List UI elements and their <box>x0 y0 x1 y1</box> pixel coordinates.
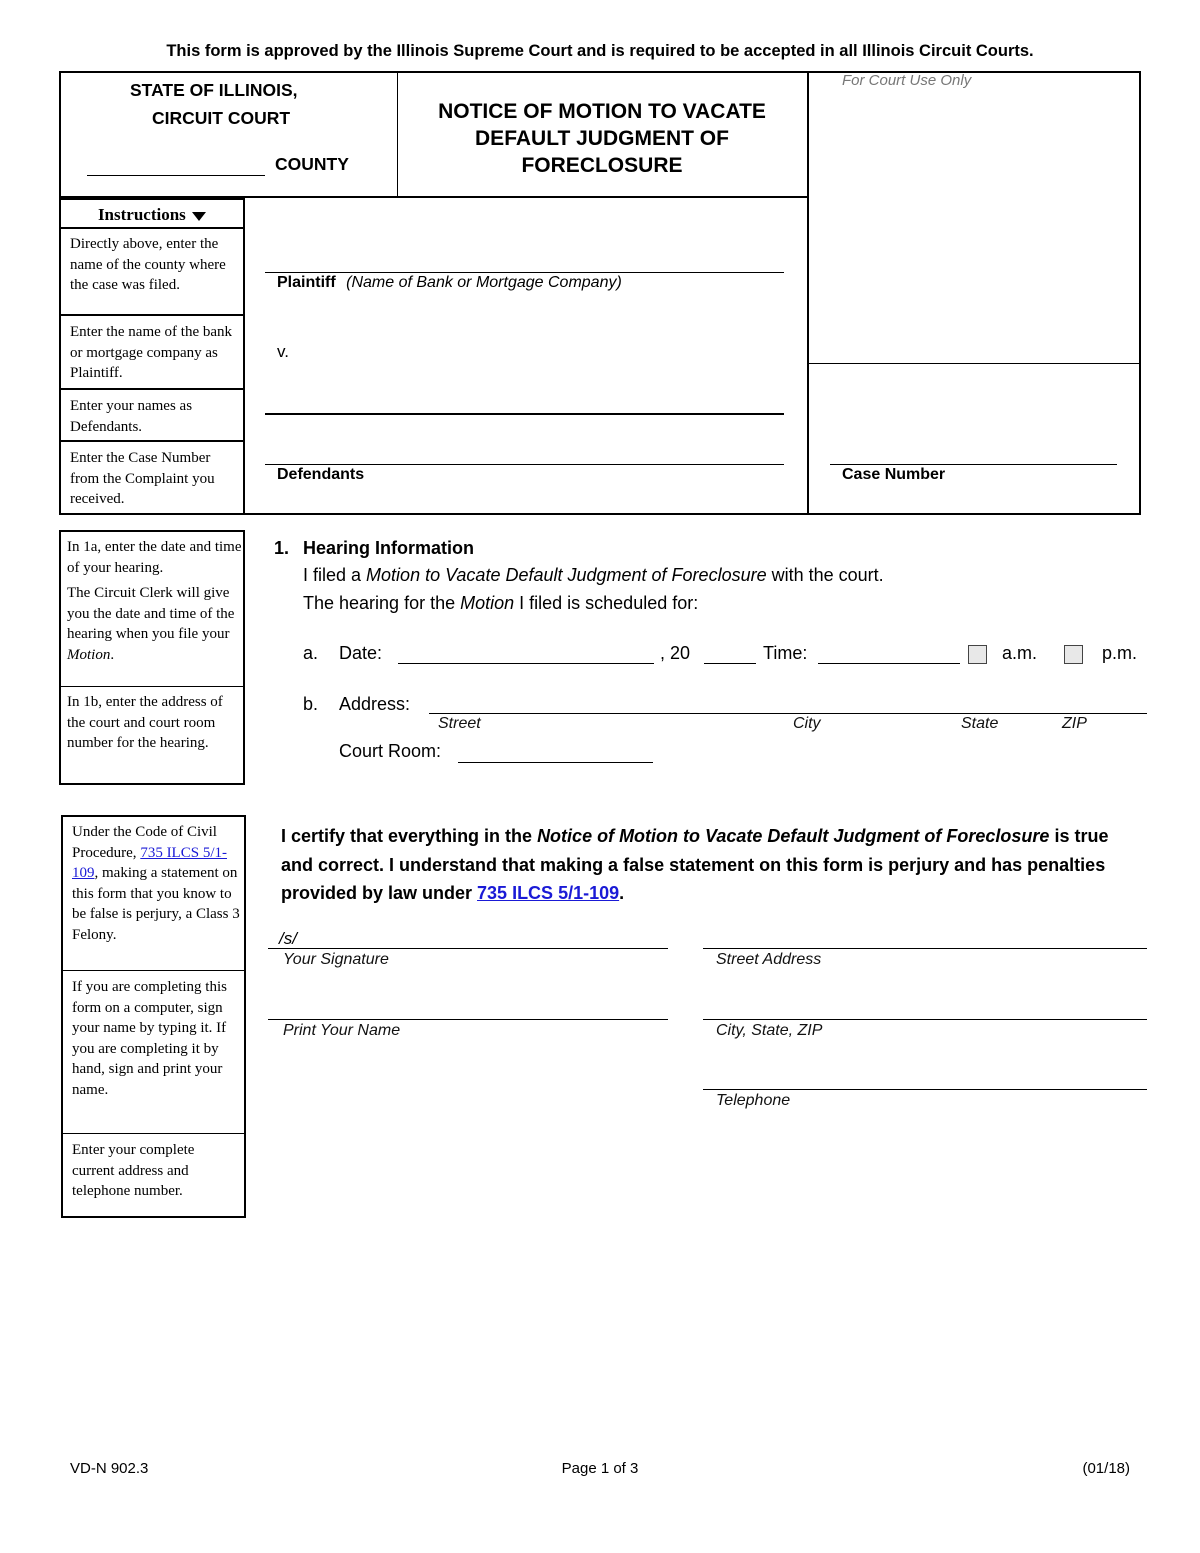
year-input-line[interactable] <box>704 663 756 664</box>
circuit-court-label: CIRCUIT COURT <box>152 108 291 128</box>
hearing-instruction-clerk-text: The Circuit Clerk will give you the date and time of the hearing when you file your <box>67 585 235 642</box>
plaintiff-input-line[interactable] <box>265 272 784 273</box>
footer-revision: (01/18) <box>1082 1460 1130 1477</box>
state-label: STATE OF ILLINOIS, <box>130 80 298 100</box>
court-room-label: Court Room: <box>339 741 442 761</box>
pm-checkbox[interactable] <box>1064 645 1083 664</box>
instruction-county: Directly above, enter the name of the county where the case was filed. <box>70 236 226 293</box>
footer-form-id: VD-N 902.3 <box>70 1460 149 1477</box>
hearing-line-1-motion: Motion to Vacate Default Judgment of Foreclosure <box>366 565 767 585</box>
street-address-label: Street Address <box>716 951 822 968</box>
hearing-line-1-a: I filed a <box>303 565 367 585</box>
approval-banner: This form is approved by the Illinois Supreme Court and is required to be accepted in all Illinois Circuit Courts. <box>166 42 1034 60</box>
signature-input-line[interactable] <box>268 948 668 949</box>
item-b-letter: b. <box>303 694 319 714</box>
instruction-case-number: Enter the Case Number from the Complaint you received. <box>70 450 215 507</box>
footer-page-number: Page 1 of 3 <box>561 1460 639 1477</box>
state-field-label: State <box>961 715 999 732</box>
instructions-header-label: Instructions <box>97 205 186 224</box>
title-line-2: DEFAULT JUDGMENT OF <box>475 127 729 150</box>
triangle-down-icon <box>192 212 206 221</box>
certify-b: is true and correct. I understand that making a false statement on this form is perjury and has penalties provided by law under <box>281 826 1109 903</box>
case-number-label: Case Number <box>842 466 946 483</box>
pm-label: p.m. <box>1102 643 1138 663</box>
hearing-instruction-1a <box>67 537 243 578</box>
title-line-1: NOTICE OF MOTION TO VACATE <box>438 100 766 123</box>
versus-label: v. <box>277 342 289 361</box>
perjury-instruction <box>72 822 240 945</box>
telephone-label: Telephone <box>716 1092 791 1109</box>
court-use-label: For Court Use Only <box>842 72 972 89</box>
your-signature-label: Your Signature <box>283 951 389 968</box>
hearing-line-1-b: with the court. <box>766 565 884 585</box>
defendant-input-line-2[interactable] <box>265 464 784 465</box>
plaintiff-label-row <box>277 274 622 292</box>
zip-label: ZIP <box>1062 715 1087 732</box>
hearing-line-2-a: The hearing for the <box>303 593 461 613</box>
city-state-zip-label: City, State, ZIP <box>716 1022 823 1039</box>
hearing-line-1 <box>303 565 884 586</box>
address-input-line[interactable] <box>429 713 1147 714</box>
hearing-instruction-clerk <box>67 583 237 665</box>
hearing-number: 1. <box>274 538 290 558</box>
hearing-instruction-1a-prefix: In 1a <box>67 539 98 555</box>
signature-prefill: /s/ <box>279 929 297 948</box>
print-name-input-line[interactable] <box>268 1019 668 1020</box>
year-prefix: , 20 <box>660 643 691 663</box>
hearing-instruction-clerk-end: . <box>110 646 115 663</box>
street-label: Street <box>438 715 481 732</box>
hearing-instruction-motion: Motion <box>67 646 111 663</box>
defendants-label: Defendants <box>277 466 365 483</box>
time-label: Time: <box>763 643 808 663</box>
hearing-line-2-b: I filed is scheduled for: <box>514 593 699 613</box>
am-label: a.m. <box>1002 643 1038 663</box>
address-label: Address: <box>339 694 411 714</box>
defendant-input-line-1[interactable] <box>265 413 784 415</box>
date-input-line[interactable] <box>398 663 654 664</box>
perjury-instruction-a: Under the Code of Civil Procedure, <box>72 824 217 861</box>
print-name-label: Print Your Name <box>283 1022 401 1039</box>
date-label: Date: <box>339 643 383 663</box>
certify-end: . <box>619 883 625 903</box>
hearing-instruction-1b-prefix: In 1b <box>67 694 99 710</box>
hearing-instruction-1a-text: , enter the date and time of your hearing. <box>67 539 242 576</box>
time-input-line[interactable] <box>818 663 960 664</box>
title-line-3: FORECLOSURE <box>521 154 683 177</box>
hearing-line-2-motion: Motion <box>460 593 515 613</box>
telephone-input-line[interactable] <box>703 1089 1147 1090</box>
court-room-input-line[interactable] <box>458 762 653 763</box>
hearing-line-2 <box>303 593 698 614</box>
hearing-heading: Hearing Information <box>303 538 475 558</box>
county-label: COUNTY <box>275 154 349 174</box>
instructions-header[interactable] <box>60 205 244 225</box>
perjury-instruction-b: , making a statement on this form that you know to be false is perjury, a Class 3 Felony. <box>72 865 240 943</box>
hearing-instruction-1b <box>67 692 239 754</box>
city-label: City <box>793 715 821 732</box>
instruction-defendants: Enter your names as Defendants. <box>70 398 193 435</box>
item-a-letter: a. <box>303 643 319 663</box>
am-checkbox[interactable] <box>968 645 987 664</box>
address-instruction: Enter your complete current address and telephone number. <box>72 1142 195 1199</box>
certification-text <box>281 822 1141 908</box>
form-title <box>398 98 806 179</box>
plaintiff-label: Plaintiff <box>277 274 336 291</box>
certify-notice-title: Notice of Motion to Vacate Default Judgment of Foreclosure <box>537 826 1050 846</box>
county-input-line[interactable] <box>87 175 265 176</box>
city-state-zip-input-line[interactable] <box>703 1019 1147 1020</box>
perjury-instruction-link[interactable]: 735 ILCS 5/1-109 <box>72 844 227 881</box>
plaintiff-hint: (Name of Bank or Mortgage Company) <box>346 274 622 291</box>
hearing-instruction-1b-text: , enter the address of the court and court room number for the hearing. <box>67 694 223 751</box>
case-number-input-line[interactable] <box>830 464 1117 465</box>
instruction-plaintiff: Enter the name of the bank or mortgage company as Plaintiff. <box>70 324 233 381</box>
sign-instruction: If you are completing this form on a computer, sign your name by typing it. If you are completing it by hand, sign and print your name. <box>72 979 227 1098</box>
certify-link[interactable]: 735 ILCS 5/1-109 <box>477 883 620 903</box>
street-address-input-line[interactable] <box>703 948 1147 949</box>
certify-a: I certify that everything in the <box>281 826 538 846</box>
